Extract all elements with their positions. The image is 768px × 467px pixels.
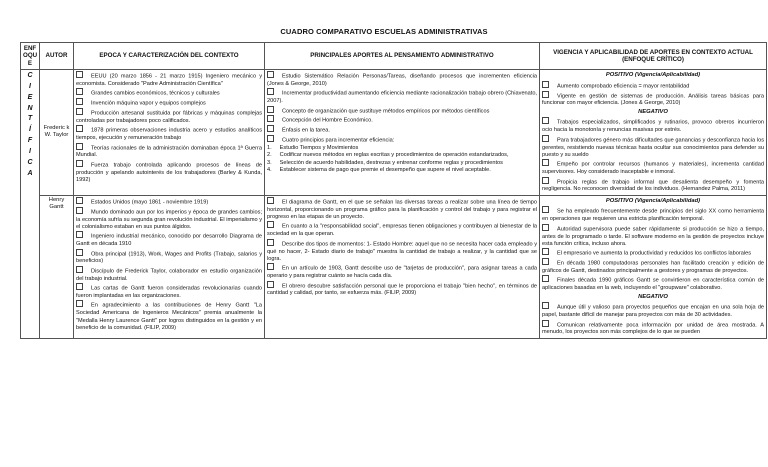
numbered-item: 3. Selección de acuerdo habilidades, destrezas y entrenar conforme reglas y procedimientos — [267, 159, 503, 166]
table-row-taylor — [21, 70, 767, 196]
list-item: En cuanto a la "responsabilidad social", empresas tienen obligaciones y contribuyen al bienestar de la sociedad en la que operan. — [267, 221, 537, 238]
list-item: Concepto de organización que sustituye métodos empíricos por métodos científicos — [267, 106, 537, 116]
bullet-icon — [267, 88, 274, 95]
author-taylor: Frederic k W. Taylor — [40, 70, 74, 196]
list-item: EEUU (20 marzo 1856 - 21 marzo 1915) Ingeniero mecánico y economista. Considerado "Padre Administración Científica" — [76, 71, 262, 88]
bullet-icon — [76, 108, 83, 115]
enfoque-letter: N — [27, 104, 33, 112]
list-item: Estados Unidos (mayo 1861 - noviembre 1919) — [76, 197, 262, 207]
header-row — [21, 43, 767, 70]
list-item: Invención máquina vapor y equipos complejos — [76, 98, 262, 108]
header-enfoque: ENF OQU E — [21, 43, 40, 70]
list-item: Cuatro principios para incrementar eficiencia: — [267, 135, 537, 145]
list-item: Comunican relativamente poca información por unidad de área mostrada. A menudo, los proyectos son más complejos de lo que se pueden — [542, 320, 764, 337]
bullet-icon — [267, 221, 274, 228]
enfoque-letter: I — [29, 82, 31, 90]
comparison-table — [20, 42, 767, 339]
list-item: Finales década 1990 gráficos Gantt se convirtieron en característica común de aplicaciones basadas en la web, incluyendo el "groupware" colaborativo. — [542, 275, 764, 292]
positive-heading: POSITIVO (Vigencia/Aplicabilidad) — [605, 197, 701, 204]
enfoque-letter: C — [27, 158, 33, 166]
enfoque-cell — [21, 70, 40, 339]
bullet-icon — [542, 117, 549, 124]
bullet-icon — [542, 81, 549, 88]
list-item: Énfasis en la tarea. — [267, 125, 537, 135]
bullet-icon — [542, 91, 549, 98]
list-item: Se ha empleado frecuentemente desde principios del siglo XX como herramienta en operaciones que requieren una estricta planificación temporal. — [542, 206, 764, 223]
bullet-icon — [542, 206, 549, 213]
epoca-cell-taylor — [74, 70, 265, 196]
negative-heading: NEGATIVO — [638, 108, 668, 115]
bullet-icon — [76, 197, 83, 204]
bullet-icon — [542, 135, 549, 142]
list-item: Teorías racionales de la administración dominaban época 1ª Guerra Mundial. — [76, 143, 262, 160]
bullet-icon — [542, 224, 549, 231]
list-item: Autoridad supervisora puede saber rápidamente si producción se hizo a tiempo, antes de lo programado o tarde. El software moderno en la gestión de proyectos incluye esta función crítica, incluso ahora. — [542, 224, 764, 249]
bullet-icon — [267, 106, 274, 113]
bullet-icon — [267, 125, 274, 132]
list-item: En década 1980 computadoras personales han facilitado creación y edición de gráficos de Gantt, destinados principalmente a gestores y programas de proyectos. — [542, 258, 764, 275]
bullet-icon — [76, 249, 83, 256]
list-item: Aunque útil y valioso para proyectos pequeños que encajan en una sola hoja de papel, bastante difícil de manejar para proyectos con más de 30 actividades. — [542, 302, 764, 319]
list-item: Grandes cambios económicos, técnicos y culturales — [76, 88, 262, 98]
epoca-cell-gantt — [74, 195, 265, 338]
list-item: El diagrama de Gantt, en el que se señalan las diversas tareas a realizar sobre una línea de tiempo horizontal, proporcionando un programa gráfico para la planificación y control del trabajo y para registrar el progreso en las etapas de un proyecto. — [267, 197, 537, 222]
list-item: En agradecimiento a las contribuciones de Henry Gantt "La Sociedad Americana de Ingenieros Mecánicos" premia anualmente la "Medalla Henry Laurence Gantt" por logros distinguidos en la gestión y en beneficio de la comunidad. (FILIP, 2009) — [76, 300, 262, 332]
list-item: Incrementar productividad aumentando eficiencia mediante racionalización trabajo obrero (Chiavenato, 2007). — [267, 88, 537, 105]
list-item: Empeño por controlar recursos (humanos y materiales), incrementa cantidad supervisores. Hoy considerado inaceptable e inmoral. — [542, 159, 764, 176]
header-principales: PRINCIPALES APORTES AL PENSAMIENTO ADMINISTRATIVO — [265, 43, 540, 70]
vigencia-cell-taylor — [540, 70, 767, 196]
list-item: Aumento comprobado eficiencia = mayor rentabilidad — [542, 81, 764, 91]
negative-heading: NEGATIVO — [638, 293, 668, 300]
list-item: Trabajos especializados, simplificados y rutinarios, provoco obreros incurrieron ocio hacia la monotonía y renuncias masivas por estrés. — [542, 117, 764, 134]
list-item: Ingeniero industrial mecánico, conocido por desarrollo Diagrama de Gantt en década 1910 — [76, 231, 262, 248]
table-row-gantt — [21, 195, 767, 338]
list-item: Las cartas de Gantt fueron consideradas revolucionarias cuando fueron implantadas en las organizaciones. — [76, 283, 262, 300]
principales-cell-taylor — [265, 70, 540, 196]
vigencia-cell-gantt — [540, 195, 767, 338]
bullet-icon — [76, 300, 83, 307]
bullet-icon — [267, 115, 274, 122]
numbered-item: 2. Codificar nuevos métodos en reglas escritas y procedimientos de operación estandarizados, — [267, 152, 509, 159]
list-item: Vigente en gestión de sistemas de producción. Análisis tareas básicas para funcionar con mayor eficiencia. (Jones & George, 2010) — [542, 91, 764, 108]
bullet-icon — [542, 159, 549, 166]
bullet-icon — [267, 135, 274, 142]
numbered-item: 1. Estudio Tiempos y Movimientos — [267, 145, 359, 151]
list-item: Fuerza trabajo controlada aplicando procesos de líneas de producción y apelando autointerés de los trabajadores (Barley & Kunda, 1992) — [76, 160, 262, 185]
bullet-icon — [76, 71, 83, 78]
list-item: El obrero descubre satisfacción personal que le proporciona el trabajo "bien hecho", en términos de cantidad y calidad, por tanto, se esfuerza más. (FILIP, 2009) — [267, 281, 537, 298]
header-epoca: EPOCA Y CARACTERIZACIÓN DEL CONTEXTO — [74, 43, 265, 70]
header-vigencia: VIGENCIA Y APLICABILIDAD DE APORTES EN CONTEXTO ACTUAL (ENFOQUE CRÍTICO) — [540, 43, 767, 70]
enfoque-letter: E — [27, 93, 33, 101]
list-item: Obra principal (1913), Work, Wages and Profits (Trabajo, salarios y beneficios) — [76, 249, 262, 266]
list-item: Mundo dominado aun por los imperios y época de grandes cambios; la economía sufría su segunda gran revolución industrial. El imperialismo y el colonialismo estaban en sus puntos álgidos. — [76, 207, 262, 232]
bullet-icon — [542, 275, 549, 282]
bullet-icon — [542, 258, 549, 265]
enfoque-letter: I — [29, 147, 31, 155]
list-item: Producción artesanal sustituida por fábricas y máquinas complejas controladas por trabajadores poco calificados. — [76, 108, 262, 125]
positive-heading: POSITIVO (Vigencia/Aplicabilidad) — [605, 72, 701, 78]
author-gantt: Henry Gantt — [40, 195, 74, 338]
bullet-icon — [267, 197, 274, 204]
list-item: El empresario ve aumenta la productividad y reducidos los conflictos laborales — [542, 248, 764, 258]
list-item: En un artículo de 1903, Gantt describe uso de "tarjetas de producción", para asignar tareas a cada operario y para registrar cuánto se hacía cada día. — [267, 263, 537, 280]
bullet-icon — [76, 143, 83, 150]
bullet-icon — [267, 281, 274, 288]
list-item: Discípulo de Frederick Taylor, colaborador en estudio organización del trabajo industrial. — [76, 266, 262, 283]
bullet-icon — [76, 125, 83, 132]
list-item: Concepción del Hombre Económico. — [267, 115, 537, 125]
enfoque-letter: A — [27, 169, 33, 177]
list-item: Para trabajadores género más dificultades que ganancias y desconfianza hacia los gerentes, resistiendo nuevas técnicas hasta ocultar sus conocimientos para defender su puesto y su sueldo — [542, 135, 764, 160]
enfoque-letter: F — [27, 137, 33, 145]
header-autor: AUTOR — [40, 43, 74, 70]
list-item: Propicia reglas de trabajo informal que desalienta desempeño y fomenta negligencia. No reconocen diversidad de los individuos. (Hernandez Palma, 2011) — [542, 177, 764, 194]
bullet-icon — [542, 177, 549, 184]
bullet-icon — [542, 302, 549, 309]
enfoque-letter: T — [27, 115, 33, 123]
bullet-icon — [267, 263, 274, 270]
bullet-icon — [76, 98, 83, 105]
document-title: CUADRO COMPARATIVO ESCUELAS ADMINISTRATIVAS — [280, 27, 488, 36]
bullet-icon — [76, 207, 83, 214]
bullet-icon — [267, 71, 274, 78]
bullet-icon — [76, 231, 83, 238]
enfoque-letter: Í — [29, 126, 31, 134]
bullet-icon — [76, 266, 83, 273]
principales-cell-gantt — [265, 195, 540, 338]
bullet-icon — [76, 283, 83, 290]
numbered-item: 4. Establecer sistema de pago que premie el desempeño que supere el nivel aceptable. — [267, 167, 491, 174]
bullet-icon — [542, 248, 549, 255]
bullet-icon — [267, 239, 274, 246]
bullet-icon — [542, 320, 549, 327]
enfoque-letter: C — [27, 72, 33, 79]
list-item: Describe dos tipos de momentos: 1- Estado Hombre: aquel que no se necesita hacer cada empleado y qué no hacer, 2- Estado diario de trabajo" muestra la cantidad de trabajo a realizar, y la cantidad que se logra. — [267, 239, 537, 264]
bullet-icon — [76, 160, 83, 167]
bullet-icon — [76, 88, 83, 95]
list-item: Estudio Sistemático Relación Personas/Tareas, diseñando procesos que incrementen eficiencia (Jones & George, 2010) — [267, 71, 537, 88]
list-item: 1878 primeras observaciones industria acero y estudios analíticos tiempos, ejecución y remuneración trabajo — [76, 125, 262, 142]
